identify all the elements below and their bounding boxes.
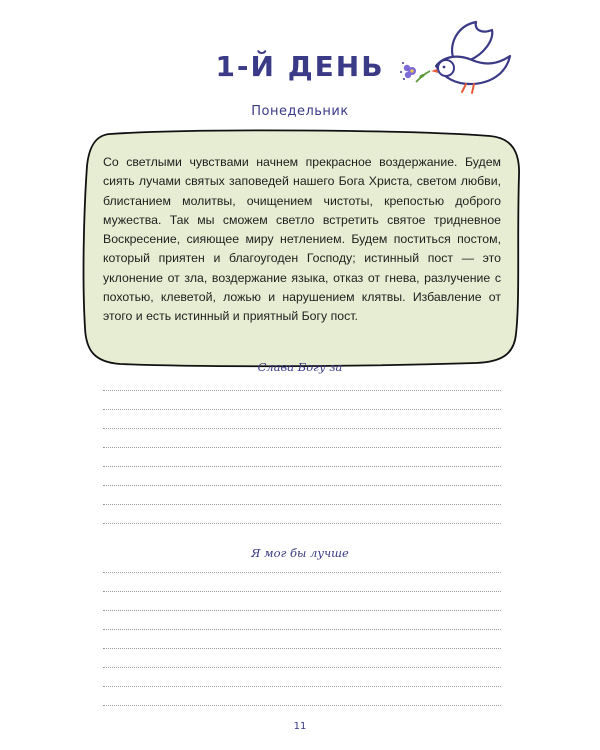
writing-line[interactable] xyxy=(103,611,501,630)
improvement-heading: Я мог бы лучше xyxy=(251,546,349,560)
writing-line[interactable] xyxy=(103,668,501,687)
gratitude-writing-lines[interactable] xyxy=(103,372,501,524)
writing-line[interactable] xyxy=(103,505,501,524)
writing-line[interactable] xyxy=(103,554,501,573)
writing-line[interactable] xyxy=(103,372,501,391)
writing-line[interactable] xyxy=(103,410,501,429)
writing-line[interactable] xyxy=(103,573,501,592)
writing-line[interactable] xyxy=(103,630,501,649)
page-number: 11 xyxy=(293,721,307,732)
writing-line[interactable] xyxy=(103,429,501,448)
reading-text: Со светлыми чувствами начнем прекрасное воздержание. Будем сиять лучами святых заповедей нашего Бога Христа, светом любви, блистанием молитвы, очищением чистоты, крепостью доброго мужества. Так мы сможем светло встретить святое тридневное Воскресение, сияющее миру нетлением. Будем поститься постом, который приятен и благоугоден Господу; истинный пост — это уклонение от зла, воздержание языка, отказ от гнева, разлучение с похотью, клеветой, ложью и нарушением клятвы. Избавление от этого и есть истинный и приятный Богу пост. xyxy=(103,155,501,324)
writing-line[interactable] xyxy=(103,649,501,668)
writing-line[interactable] xyxy=(103,687,501,706)
writing-line[interactable] xyxy=(103,448,501,467)
writing-line[interactable] xyxy=(103,467,501,486)
writing-line[interactable] xyxy=(103,486,501,505)
writing-line[interactable] xyxy=(103,592,501,611)
gratitude-heading: Слава Богу за xyxy=(257,360,343,374)
day-title: 1-Й ДЕНЬ xyxy=(215,50,385,83)
improvement-writing-lines[interactable] xyxy=(103,554,501,706)
writing-line[interactable] xyxy=(103,391,501,410)
weekday-subtitle: Понедельник xyxy=(251,104,349,119)
